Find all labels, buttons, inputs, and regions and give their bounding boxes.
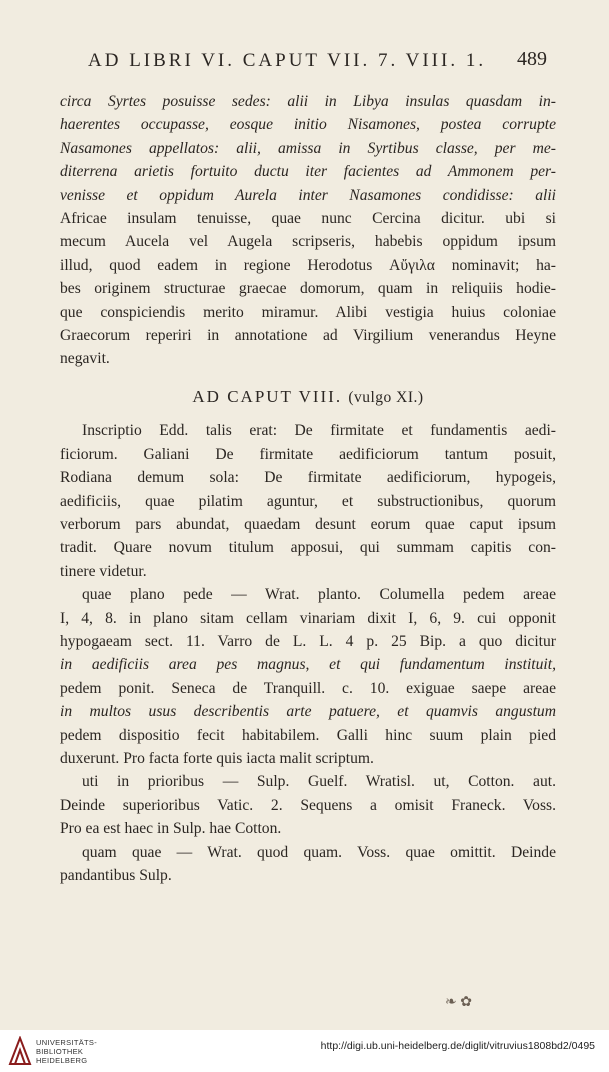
running-title: AD LIBRI VI. CAPUT VII. 7. VIII. 1. bbox=[88, 50, 487, 71]
text-line: I, 4, 8. in plano sitam cellam vinariam dixit I, 6, 9. cui opponit bbox=[60, 609, 556, 627]
paragraph-4 bbox=[60, 770, 556, 840]
text-line: pedem dispositio fecit habitabilem. Galli hinc suum plain pied bbox=[60, 726, 556, 744]
body-text bbox=[60, 90, 556, 887]
text-line: Deinde superioribus Vatic. 2. Sequens a omisit Franeck. Voss. bbox=[60, 796, 556, 814]
page-number: 489 bbox=[517, 48, 547, 70]
section-heading-title: AD CAPUT VIII. bbox=[192, 386, 343, 406]
text-line: tradit. Quare novum titulum apposui, qui summam capitis con- bbox=[60, 539, 556, 557]
text-line: mecum Aucela vel Augela scripseris, habebis oppidum ipsum bbox=[60, 233, 556, 251]
text-line: aedificiis, quae pilatim aguntur, et substructionibus, quorum bbox=[60, 492, 556, 510]
university-logo-icon bbox=[8, 1036, 32, 1066]
text-line: diterrena arietis fortuito ductu iter facientes ad Ammonem per- bbox=[60, 163, 556, 181]
section-heading bbox=[60, 385, 556, 409]
text-line: uti in prioribus — Sulp. Guelf. Wratisl. ut, Cotton. aut. bbox=[82, 773, 556, 791]
text-line: quae plano pede — Wrat. planto. Columella pedem areae bbox=[82, 586, 556, 604]
paragraph-3 bbox=[60, 583, 556, 770]
running-head bbox=[60, 48, 549, 78]
text-line: Africae insulam tenuisse, quae nunc Cercina dicitur. ubi si bbox=[60, 210, 556, 228]
text-line: bes originem structurae graecae domorum, quam in reliquiis hodie- bbox=[60, 280, 556, 298]
text-line: in aedificiis area pes magnus, et qui fundamentum instituit, bbox=[60, 656, 556, 674]
text-line: Rodiana demum sola: De firmitate aedificiorum, hypogeis, bbox=[60, 469, 556, 487]
text-line: Nasamones appellatos: alii, amissa in Syrtibus classe, per me- bbox=[60, 139, 556, 157]
printer-ornament: ❧ ✿ bbox=[445, 995, 472, 1010]
text-line: Pro ea est haec in Sulp. hae Cotton. bbox=[60, 820, 282, 838]
text-line: venisse et oppidum Aurela inter Nasamones condidisse: alii bbox=[60, 186, 556, 204]
library-footer bbox=[0, 1030, 609, 1072]
text-line: quam quae — Wrat. quod quam. Voss. quae omittit. Deinde bbox=[82, 843, 556, 861]
section-heading-sub: (vulgo XI.) bbox=[348, 388, 424, 406]
source-url-link[interactable]: http://digi.ub.uni-heidelberg.de/diglit/vitruvius1808bd2/0495 bbox=[320, 1040, 595, 1052]
text-line: pedem ponit. Seneca de Tranquill. c. 10. exiguae saepe areae bbox=[60, 679, 556, 697]
text-line: circa Syrtes posuisse sedes: alii in Libya insulas quasdam in- bbox=[60, 93, 556, 110]
paragraph-2 bbox=[60, 419, 556, 583]
text-line: Inscriptio Edd. talis erat: De firmitate et fundamentis aedi- bbox=[82, 422, 556, 440]
text-line: in multos usus describentis arte patuere, et quamvis angustum bbox=[60, 703, 556, 721]
text-line: que conspiciendis merito miramur. Alibi vestigia huius coloniae bbox=[60, 303, 556, 321]
text-line: pandantibus Sulp. bbox=[60, 867, 172, 884]
text-line: tinere videtur. bbox=[60, 562, 147, 580]
text-line: ficiorum. Galiani De firmitate aedificiorum tantum posuit, bbox=[60, 445, 556, 463]
paragraph-5 bbox=[60, 841, 556, 888]
text-line: Graecorum reperiri in annotatione ad Virgilium venerandus Heyne bbox=[60, 327, 556, 345]
text-line: hypogaeam sect. 11. Varro de L. L. 4 p. 25 Bip. a quo dicitur bbox=[60, 632, 556, 650]
text-line: illud, quod eadem in regione Herodotus Αὔγιλα nominavit; ha- bbox=[60, 256, 556, 274]
text-line: haerentes occupasse, eosque initio Nisamones, postea corrupte bbox=[60, 116, 556, 134]
text-line: verborum pars abundat, quaedam desunt eorum quae caput ipsum bbox=[60, 515, 556, 533]
paragraph-1 bbox=[60, 90, 556, 371]
library-name: UNIVERSITÄTS- BIBLIOTHEK HEIDELBERG bbox=[36, 1038, 97, 1065]
text-line: negavit. bbox=[60, 350, 110, 368]
text-line: duxerunt. Pro facta forte quis iacta malit scriptum. bbox=[60, 749, 374, 767]
